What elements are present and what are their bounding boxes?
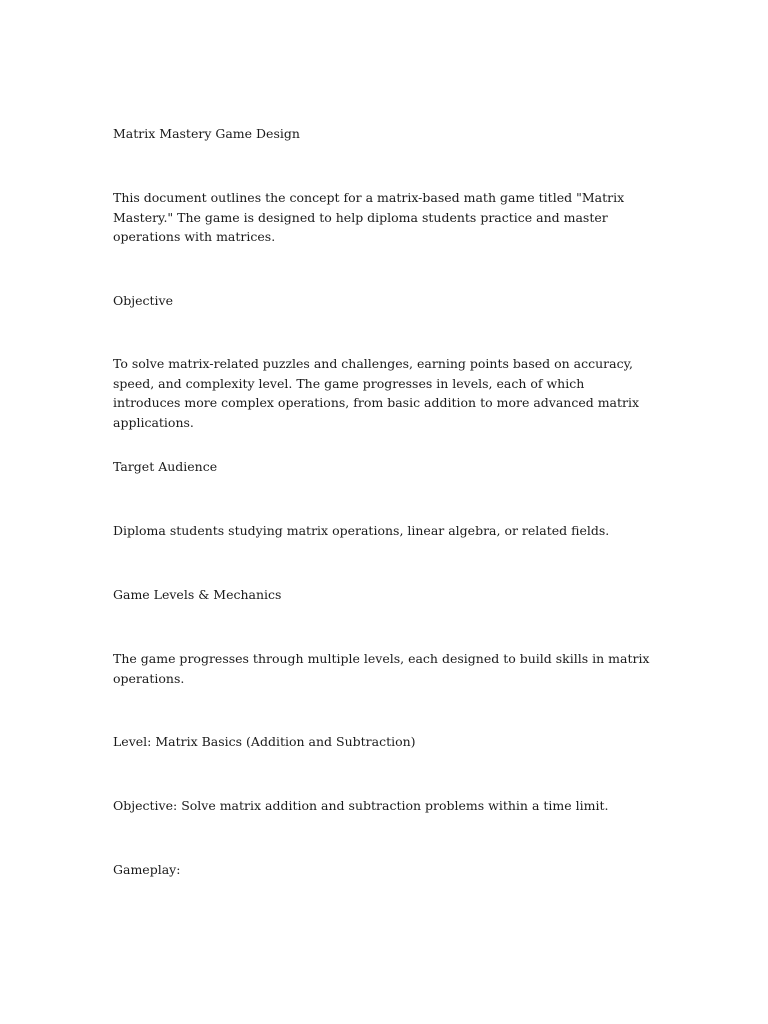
levels-heading: Game Levels & Mechanics [113,587,282,602]
intro-paragraph: This document outlines the concept for a matrix-based math game titled "Matrix Mastery." The game is designed to help diploma students practice and master operations with matrices. [113,190,625,244]
level1-heading: Level: Matrix Basics (Addition and Subtraction) [113,734,416,749]
document-title: Matrix Mastery Game Design [113,126,300,141]
objective-paragraph: To solve matrix-related puzzles and challenges, earning points based on accuracy, speed, and complexity level. The game progresses in levels, each of which introduces more complex operations, from basic addition to more advanced matrix applications. [113,356,640,430]
audience-heading: Target Audience [113,459,218,474]
level1-objective: Objective: Solve matrix addition and subtraction problems within a time limit. [113,798,609,813]
levels-paragraph: The game progresses through multiple levels, each designed to build skills in matrix operations. [113,651,650,686]
gameplay-heading: Gameplay: [113,862,181,877]
objective-heading: Objective [113,293,174,308]
audience-paragraph: Diploma students studying matrix operations, linear algebra, or related fields. [113,523,610,538]
